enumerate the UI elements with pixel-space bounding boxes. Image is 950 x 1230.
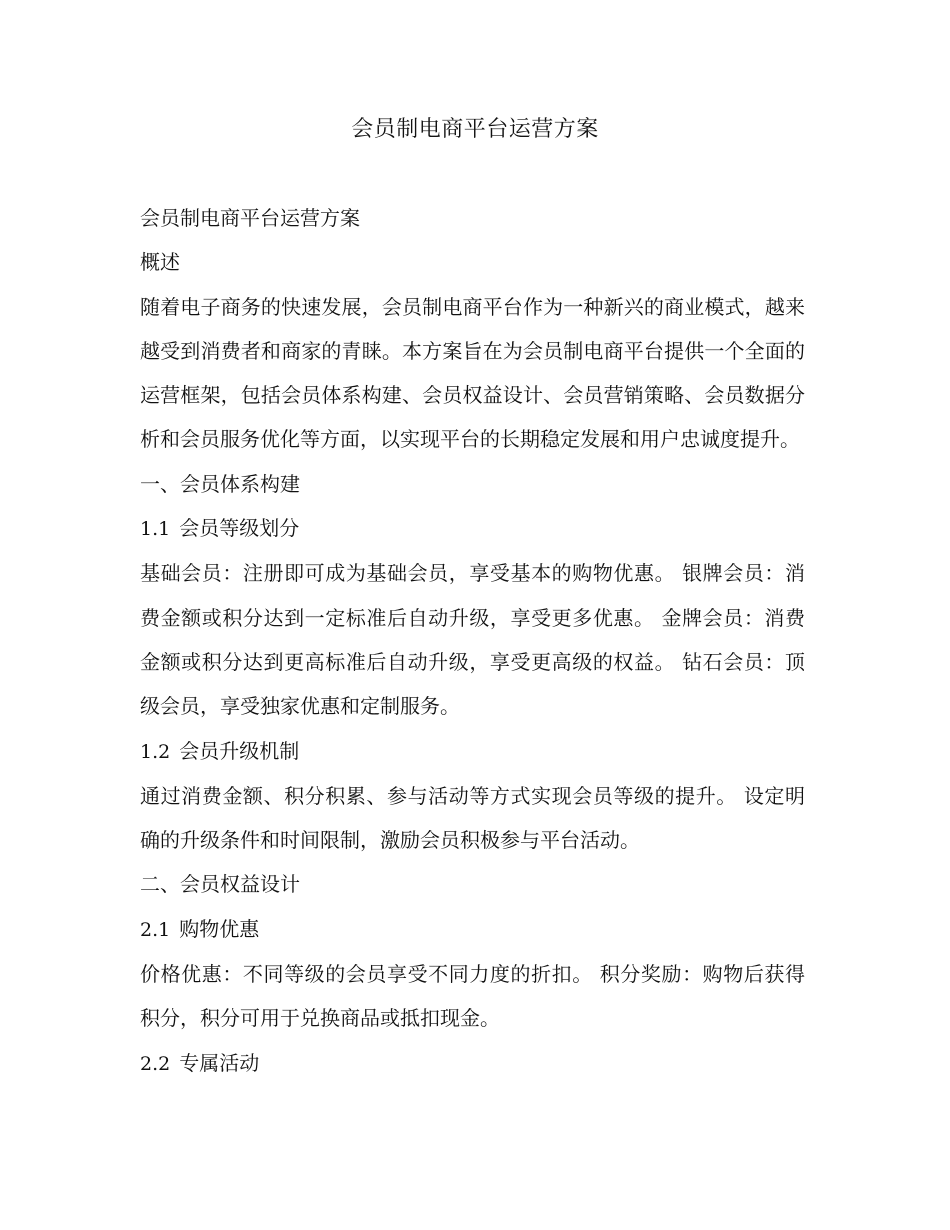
- overview-heading: 概述: [140, 250, 180, 275]
- document-body: [140, 196, 805, 1086]
- section-2-2-number: 2.2: [140, 1052, 171, 1075]
- section-1-1-heading: [140, 506, 805, 551]
- section-2-1-number: 2.1: [140, 918, 171, 941]
- section-2-2-title: 专属活动: [179, 1050, 260, 1075]
- section-1-1-title: 会员等级划分: [179, 516, 300, 541]
- section-2-heading: 二、会员权益设计: [140, 872, 300, 897]
- section-2-1-title: 购物优惠: [179, 916, 260, 941]
- document-title: 会员制电商平台运营方案: [351, 117, 599, 142]
- section-2-2-heading: [140, 1041, 805, 1086]
- section-1-2-number: 1.2: [140, 740, 171, 763]
- section-1-2-title: 会员升级机制: [179, 738, 300, 763]
- section-1-2-paragraph: 通过消费金额、积分积累、参与活动等方式实现会员等级的提升。 设定明确的升级条件和时间限制，激励会员积极参与平台活动。: [140, 783, 805, 853]
- document-subtitle: 会员制电商平台运营方案: [140, 206, 360, 230]
- section-1-1-paragraph: 基础会员：注册即可成为基础会员，享受基本的购物优惠。 银牌会员：消费金额或积分达到一定标准后自动升级，享受更多优惠。 金牌会员：消费金额或积分达到更高标准后自动升级，享受更高级的权益。 钻石会员：顶级会员，享受独家优惠和定制服务。: [140, 561, 805, 719]
- section-2-1-paragraph: 价格优惠：不同等级的会员享受不同力度的折扣。 积分奖励：购物后获得积分，积分可用于兑换商品或抵扣现金。: [140, 962, 805, 1031]
- section-1-heading: 一、会员体系构建: [140, 471, 300, 496]
- overview-paragraph: 随着电子商务的快速发展，会员制电商平台作为一种新兴的商业模式，越来越受到消费者和商家的青睐。本方案旨在为会员制电商平台提供一个全面的运营框架，包括会员体系构建、会员权益设计、会员营销策略、会员数据分析和会员服务优化等方面，以实现平台的长期稳定发展和用户忠诚度提升。: [140, 294, 805, 452]
- section-1-1-number: 1.1: [140, 518, 171, 541]
- section-1-2-heading: [140, 729, 805, 774]
- section-2-1-heading: [140, 907, 805, 952]
